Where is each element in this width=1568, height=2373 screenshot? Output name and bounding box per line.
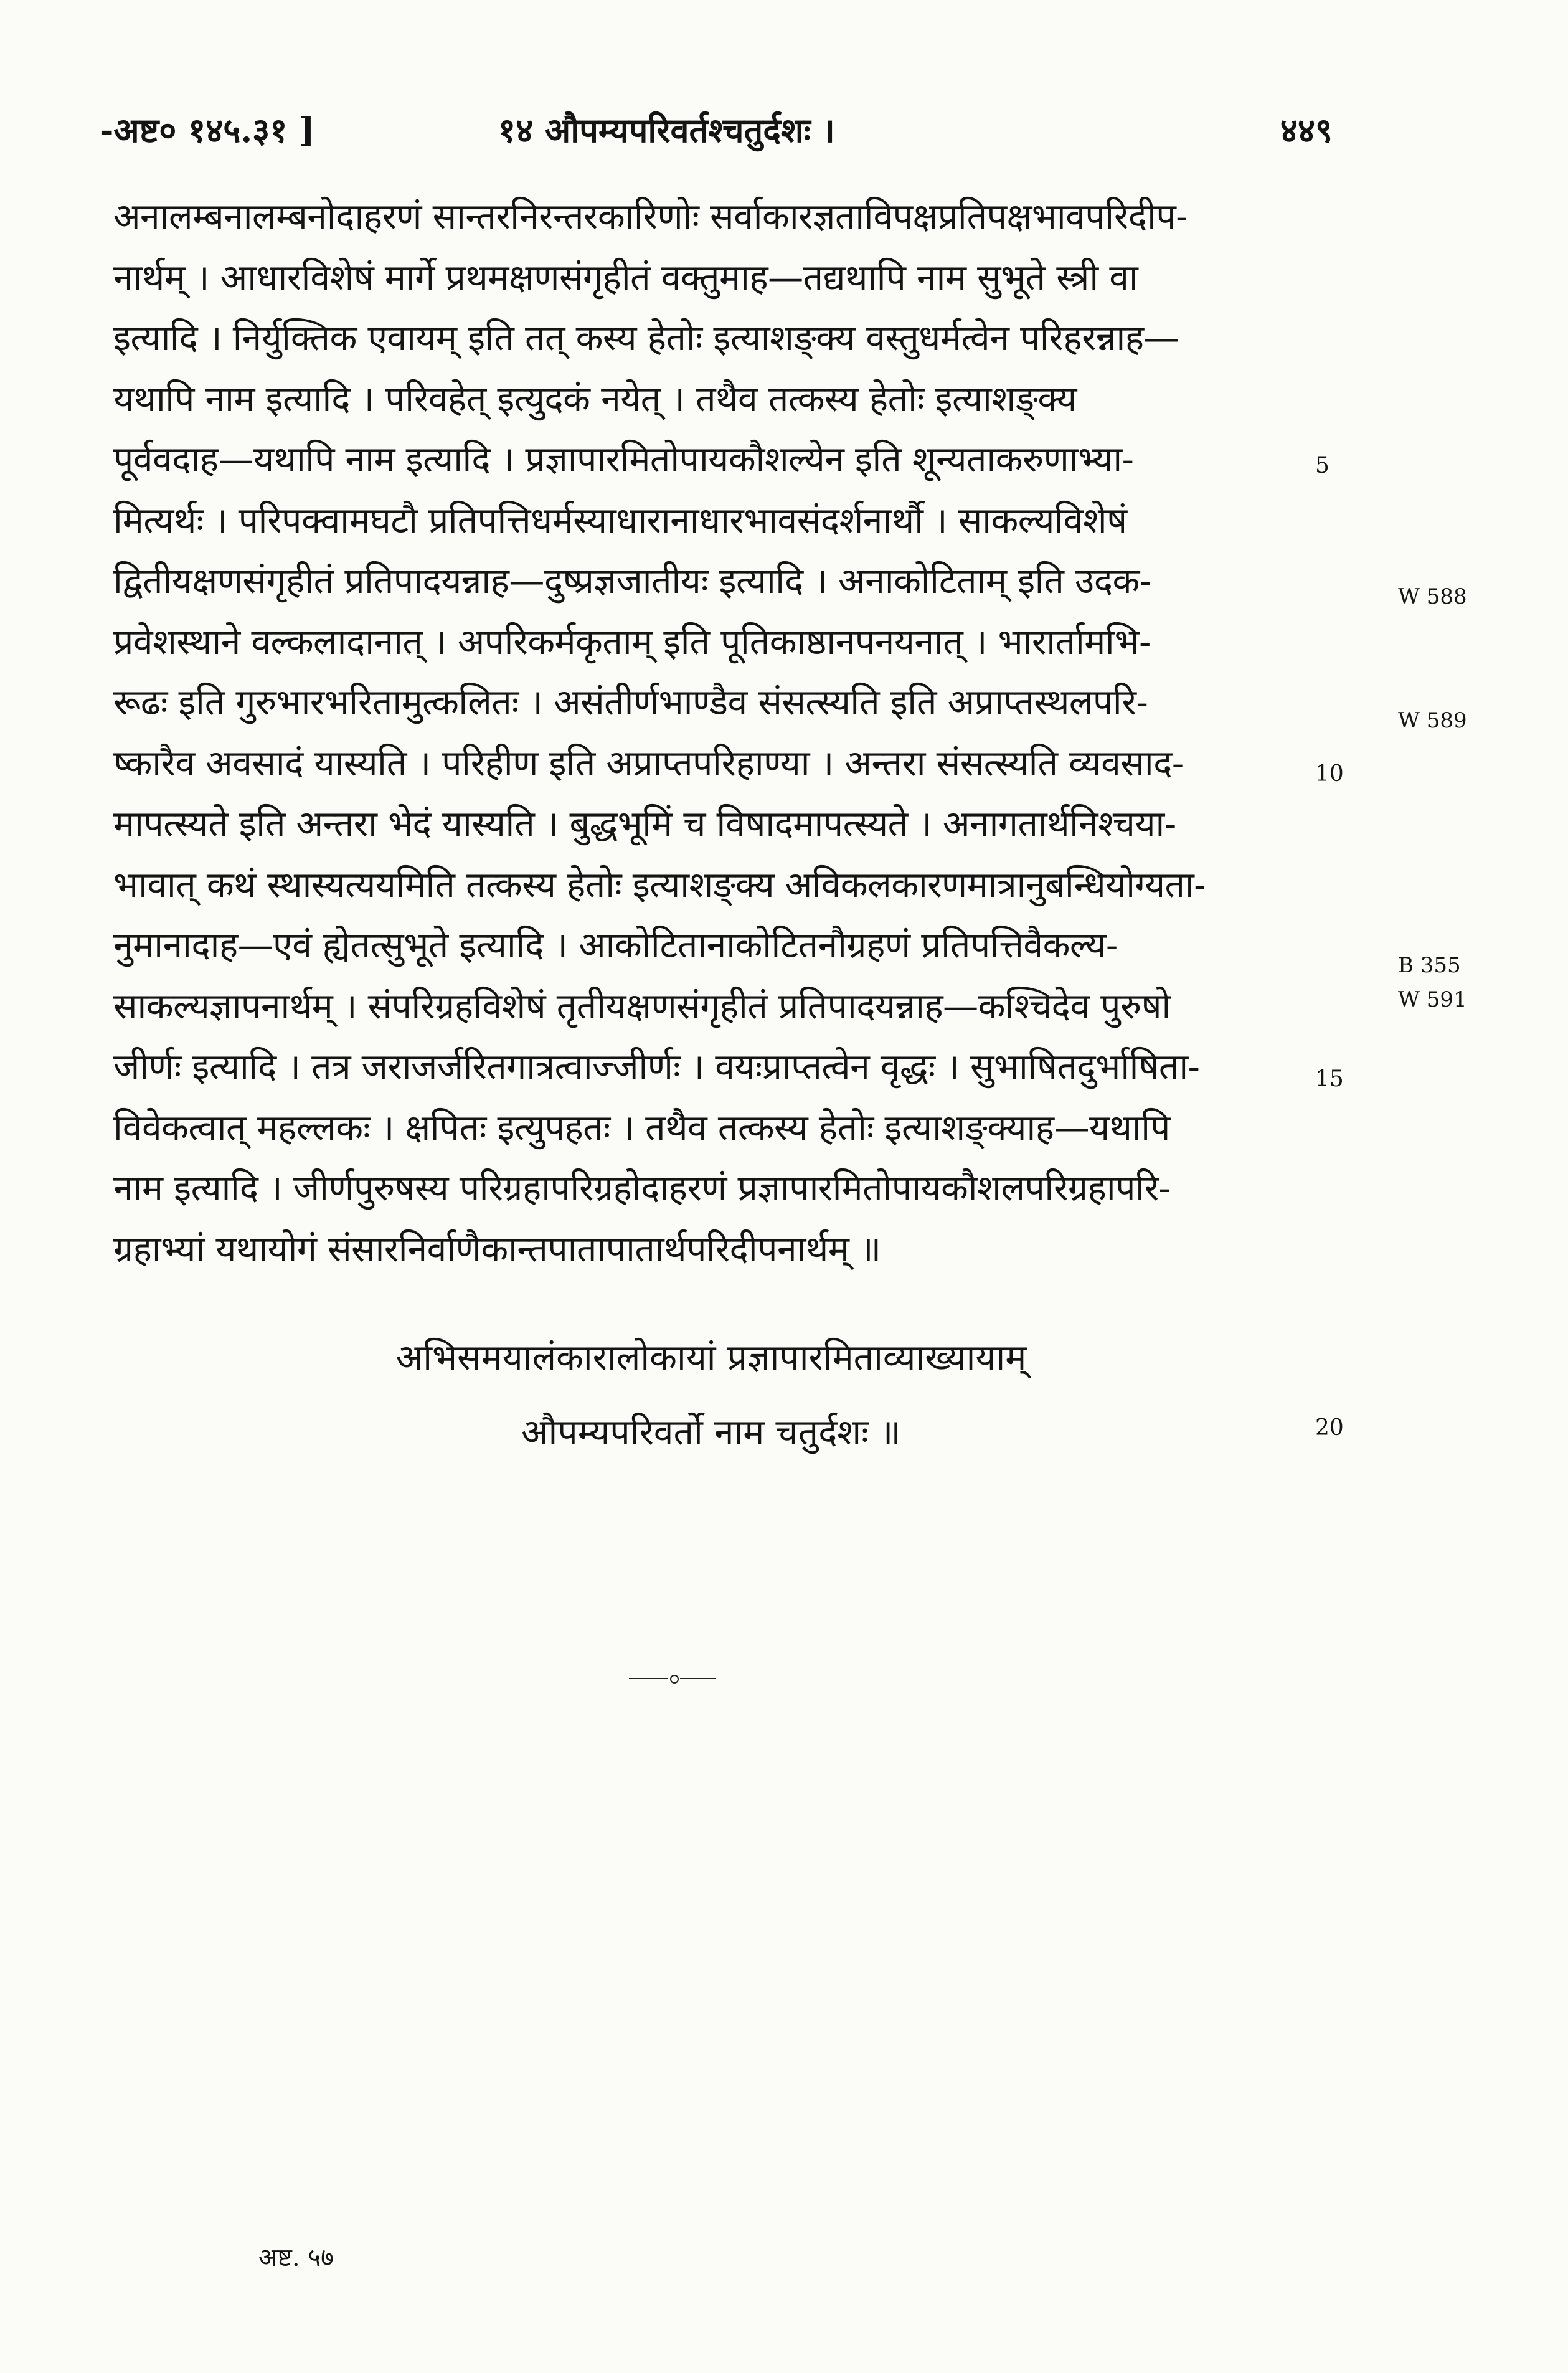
text-line: इत्यादि । निर्युक्तिक एवायम् इति तत् कस्य हेतोः इत्याशङ्क्य वस्तुधर्मत्वेन परिहरन्नाह—	[113, 318, 1179, 359]
text-line: मापत्स्यते इति अन्तरा भेदं यास्यति । बुद्धभूमिं च विषादमापत्स्यते । अनागतार्थनिश्चया-	[113, 803, 1176, 845]
text-line: रूढः इति गुरुभारभरितामुत्कलितः । असंतीर्णभाण्डैव संसत्स्यति इति अप्राप्तस्थलपरि-	[113, 682, 1148, 723]
margin-reference-w588: W 588	[1398, 584, 1467, 609]
margin-reference-w589: W 589	[1398, 708, 1467, 733]
text-line: नार्थम् । आधारविशेषं मार्गे प्रथमक्षणसंगृहीतं वक्तुमाह—तद्यथापि नाम सुभूते स्त्री वा	[113, 257, 1138, 298]
margin-reference-b355: B 355	[1398, 953, 1461, 978]
line-number-5: 5	[1315, 453, 1329, 478]
text-line: पूर्ववदाह—यथापि नाम इत्यादि । प्रज्ञापारमितोपायकौशल्येन इति शून्यताकरुणाभ्या-	[113, 439, 1134, 480]
running-header	[100, 106, 1333, 162]
text-line: नुमानादाह—एवं ह्येतत्सुभूते इत्यादि । आकोटितानाकोटितनौग्रहणं प्रतिपत्तिवैकल्य-	[113, 925, 1118, 966]
colophon-line-2: औपम्यपरिवर्तो नाम चतुर्दशः ॥	[521, 1412, 901, 1453]
text-line: यथापि नाम इत्यादि । परिवहेत् इत्युदकं नयेत् । तथैव तत्कस्य हेतोः इत्याशङ्क्य	[113, 378, 1077, 420]
text-line: विवेकत्वात् महल्लकः । क्षपितः इत्युपहतः । तथैव तत्कस्य हेतोः इत्याशङ्क्याह—यथापि	[113, 1107, 1170, 1149]
colophon-line-1: अभिसमयालंकारालोकायां प्रज्ञापारमिताव्याख्यायाम्	[395, 1337, 1027, 1378]
header-verse-reference: -अष्ट० १४५.३१ ]	[100, 110, 315, 150]
text-line: नाम इत्यादि । जीर्णपुरुषस्य परिग्रहापरिग्रहोदाहरणं प्रज्ञापारमितोपायकौशलपरिग्रहापरि-	[113, 1168, 1171, 1209]
text-line: अनालम्बनालम्बनोदाहरणं सान्तरनिरन्तरकारिणोः सर्वाकारज्ञताविपक्षप्रतिपक्षभावपरिदीप-	[113, 196, 1188, 237]
text-line: जीर्णः इत्यादि । तत्र जराजर्जरितगात्रत्वाज्जीर्णः । वयःप्राप्तत्वेन वृद्धः । सुभाषितदुर्भाषिता-	[113, 1046, 1200, 1087]
line-number-15: 15	[1315, 1066, 1344, 1092]
commentary-text	[113, 187, 1309, 1280]
text-line: मित्यर्थः । परिपक्वामघटौ प्रतिपत्तिधर्मस्याधारानाधारभावसंदर्शनार्थौ । साकल्यविशेषं	[113, 500, 1127, 541]
margin-reference-w591: W 591	[1398, 987, 1467, 1012]
line-number-10: 10	[1315, 761, 1344, 787]
text-line: द्वितीयक्षणसंगृहीतं प्रतिपादयन्नाह—दुष्प्रज्ञजातीयः इत्यादि । अनाकोटिताम् इति उदक-	[113, 561, 1151, 602]
text-line: साकल्यज्ञापनार्थम् । संपरिग्रहविशेषं तृतीयक्षणसंगृहीतं प्रतिपादयन्नाह—कश्चिदेव पुरुषो	[113, 985, 1171, 1027]
line-number-20: 20	[1315, 1415, 1344, 1441]
header-page-number: ४४९	[1280, 110, 1333, 150]
text-line: ग्रहाभ्यां यथायोगं संसारनिर्वाणैकान्तपातापातार्थपरिदीपनार्थम् ॥	[113, 1228, 881, 1270]
section-end-ornament	[629, 1672, 716, 1685]
text-line: प्रवेशस्थाने वल्कलादानात् । अपरिकर्मकृताम् इति पूतिकाष्ठानपनयनात् । भारार्तामभि-	[113, 621, 1151, 663]
text-line: ष्कारैव अवसादं यास्यति । परिहीण इति अप्राप्तपरिहाण्या । अन्तरा संसत्स्यति व्यवसाद-	[113, 742, 1184, 784]
text-line: भावात् कथं स्थास्यत्ययमिति तत्कस्य हेतोः इत्याशङ्क्य अविकलकारणमात्रानुबन्धियोग्यता-	[113, 864, 1206, 906]
header-chapter-title: १४ औपम्यपरिवर्तश्चतुर्दशः ।	[498, 110, 835, 150]
footer-signature-mark: अष्ट. ५७	[258, 2243, 334, 2272]
